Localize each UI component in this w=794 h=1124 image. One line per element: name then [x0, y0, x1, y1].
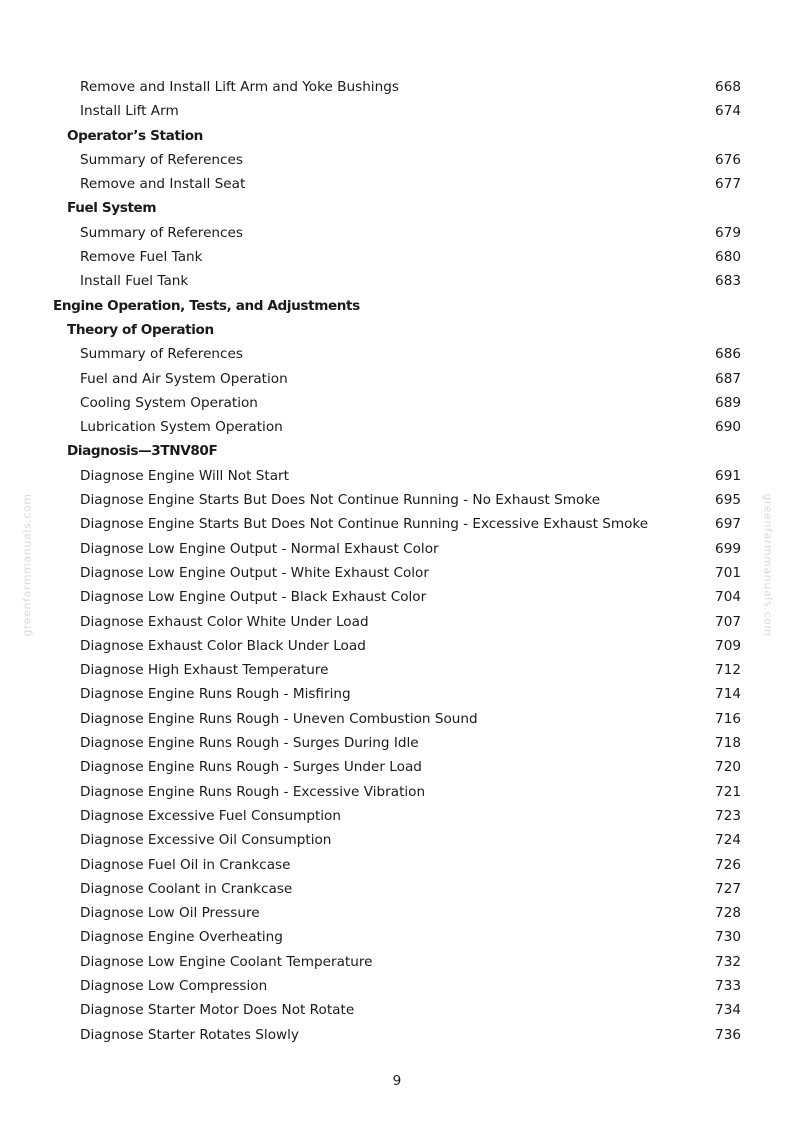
- toc-entry-page: 668: [715, 79, 741, 95]
- toc-entry[interactable]: [0, 853, 794, 877]
- toc-entry-title: Lubrication System Operation: [80, 419, 283, 436]
- toc-entry-title: Diagnose Engine Runs Rough - Uneven Combustion Sound: [80, 710, 478, 727]
- toc-entry-page: 679: [715, 224, 741, 241]
- toc-section-heading[interactable]: [0, 196, 794, 220]
- toc-entry-title: Diagnose High Exhaust Temperature: [80, 662, 329, 679]
- toc-entry[interactable]: [0, 464, 794, 488]
- toc-entry-page: 720: [715, 759, 741, 776]
- toc-entry-title: Install Lift Arm: [80, 103, 179, 120]
- toc-entry[interactable]: [0, 221, 794, 245]
- toc-entry-title: Diagnose Engine Runs Rough - Surges During Idle: [80, 735, 419, 752]
- toc-entry-page: 701: [715, 564, 741, 581]
- toc-entry-page: 716: [715, 710, 741, 727]
- toc-entry-title: Diagnose Excessive Oil Consumption: [80, 832, 332, 849]
- toc-entry-page: 730: [715, 929, 741, 946]
- toc-entry-page: 690: [715, 419, 741, 436]
- toc-entry-title: Summary of References: [80, 224, 243, 241]
- toc-entry[interactable]: [0, 75, 794, 99]
- toc-entry-title: Diagnose Starter Motor Does Not Rotate: [80, 1002, 355, 1019]
- toc-entry-title: Diagnose Engine Overheating: [80, 929, 283, 946]
- toc-entry-title: Operator’s Station: [67, 127, 203, 144]
- toc-entry-title: Install Fuel Tank: [80, 273, 189, 290]
- toc-section-heading[interactable]: [0, 294, 794, 318]
- toc-section-heading[interactable]: [0, 439, 794, 463]
- toc-entry[interactable]: [0, 561, 794, 585]
- toc-entry[interactable]: [0, 537, 794, 561]
- toc-entry-page: 724: [715, 832, 741, 849]
- toc-entry[interactable]: [0, 804, 794, 828]
- toc-entry-title: Diagnose Low Engine Output - Black Exhaust Color: [80, 589, 427, 606]
- toc-entry-title: Diagnose Engine Runs Rough - Misfiring: [80, 686, 351, 703]
- toc-entry-title: Diagnose Low Oil Pressure: [80, 905, 260, 922]
- toc-entry-page: 728: [715, 905, 741, 922]
- toc-entry[interactable]: [0, 780, 794, 804]
- toc-entry-title: Diagnose Low Engine Output - White Exhaust Color: [80, 564, 429, 581]
- toc-entry-page: 686: [715, 346, 741, 363]
- toc-entry-title: Diagnose Exhaust Color White Under Load: [80, 613, 369, 630]
- toc-entry-title: Cooling System Operation: [80, 394, 258, 411]
- toc-entry-page: 727: [715, 880, 741, 897]
- toc-entry-page: 732: [715, 953, 741, 970]
- toc-entry-page: 691: [715, 467, 741, 484]
- toc-section-heading[interactable]: [0, 318, 794, 342]
- toc-entry-page: 734: [715, 1002, 741, 1019]
- toc-entry[interactable]: [0, 512, 794, 536]
- toc-entry-title: Diagnose Engine Starts But Does Not Continue Running - Excessive Exhaust Smoke: [80, 516, 649, 533]
- toc-entry[interactable]: [0, 172, 794, 196]
- toc-entry[interactable]: [0, 99, 794, 123]
- toc-entry-page: 695: [715, 492, 741, 509]
- toc-entry[interactable]: [0, 488, 794, 512]
- toc-entry-page: 680: [715, 249, 741, 266]
- toc-entry[interactable]: [0, 950, 794, 974]
- toc-entry[interactable]: [0, 585, 794, 609]
- toc-entry-page: 674: [715, 103, 741, 120]
- toc-entry-page: 714: [715, 686, 741, 703]
- toc-entry[interactable]: [0, 269, 794, 293]
- toc-entry[interactable]: [0, 391, 794, 415]
- toc-entry[interactable]: [0, 634, 794, 658]
- toc-entry-page: 697: [715, 516, 741, 533]
- toc-entry-page: 718: [715, 735, 741, 752]
- toc-entry-page: 726: [715, 856, 741, 873]
- toc-entry[interactable]: [0, 1023, 794, 1047]
- toc-entry-title: Diagnose Engine Runs Rough - Excessive Vibration: [80, 783, 426, 800]
- toc-entry-title: Remove and Install Seat: [80, 176, 246, 193]
- toc-entry-title: Theory of Operation: [67, 321, 214, 338]
- toc-entry-page: 723: [715, 807, 741, 824]
- toc-entry-page: 699: [715, 540, 741, 557]
- toc-entry-page: 707: [715, 613, 741, 630]
- toc-entry[interactable]: [0, 682, 794, 706]
- toc-entry[interactable]: [0, 731, 794, 755]
- toc-entry-title: Diagnose Low Engine Output - Normal Exhaust Color: [80, 540, 439, 557]
- toc-entry-page: 712: [715, 662, 741, 679]
- toc-entry[interactable]: [0, 828, 794, 852]
- toc-entry[interactable]: [0, 755, 794, 779]
- toc-entry-title: Summary of References: [80, 151, 243, 168]
- toc-section-heading[interactable]: [0, 124, 794, 148]
- toc-entry-title: Remove and Install Lift Arm and Yoke Bushings: [80, 79, 399, 95]
- toc-entry[interactable]: [0, 658, 794, 682]
- toc-entry-page: 687: [715, 370, 741, 387]
- toc-entry-title: Diagnose Engine Will Not Start: [80, 467, 289, 484]
- toc-entry-page: 733: [715, 977, 741, 994]
- page-number: 9: [392, 1073, 402, 1089]
- toc-entry[interactable]: [0, 148, 794, 172]
- watermark-right: greenfarmmanuals.com: [761, 493, 775, 637]
- toc-entry-title: Engine Operation, Tests, and Adjustments: [53, 297, 360, 314]
- toc-entry-title: Diagnose Starter Rotates Slowly: [80, 1026, 299, 1043]
- toc-entry-title: Diagnose Fuel Oil in Crankcase: [80, 856, 291, 873]
- toc-entry-title: Diagnosis—3TNV80F: [67, 443, 218, 460]
- toc-entry-page: 736: [715, 1026, 741, 1043]
- toc-entry-title: Diagnose Exhaust Color Black Under Load: [80, 637, 366, 654]
- toc-entry-title: Remove Fuel Tank: [80, 249, 203, 266]
- toc-entry-title: Diagnose Low Engine Coolant Temperature: [80, 953, 373, 970]
- toc-entry-title: Fuel System: [67, 200, 157, 217]
- toc-entry[interactable]: [0, 901, 794, 925]
- toc-entry-page: 676: [715, 151, 741, 168]
- toc-entry[interactable]: [0, 998, 794, 1022]
- toc-entry[interactable]: [0, 415, 794, 439]
- toc-entry-title: Fuel and Air System Operation: [80, 370, 288, 387]
- toc-entry-title: Diagnose Low Compression: [80, 977, 268, 994]
- toc-entry[interactable]: [0, 342, 794, 366]
- toc-entry-title: Diagnose Coolant in Crankcase: [80, 880, 293, 897]
- toc-entry[interactable]: [0, 877, 794, 901]
- toc-entry-page: 709: [715, 637, 741, 654]
- toc-entry-title: Diagnose Engine Starts But Does Not Continue Running - No Exhaust Smoke: [80, 492, 601, 509]
- toc-entry-page: 704: [715, 589, 741, 606]
- toc-entry[interactable]: [0, 707, 794, 731]
- toc-entry-title: Summary of References: [80, 346, 243, 363]
- toc-entry-title: Diagnose Engine Runs Rough - Surges Under Load: [80, 759, 422, 776]
- toc-entry-page: 721: [715, 783, 741, 800]
- toc-entry[interactable]: [0, 974, 794, 998]
- toc-entry-page: 683: [715, 273, 741, 290]
- toc-entry-title: Diagnose Excessive Fuel Consumption: [80, 807, 341, 824]
- toc-entry[interactable]: [0, 367, 794, 391]
- toc-entry-page: 689: [715, 394, 741, 411]
- table-of-contents: [0, 75, 794, 1047]
- toc-entry-page: 677: [715, 176, 741, 193]
- toc-entry[interactable]: [0, 245, 794, 269]
- watermark-left: greenfarmmanuals.com: [20, 493, 34, 637]
- toc-entry[interactable]: [0, 925, 794, 949]
- toc-entry[interactable]: [0, 610, 794, 634]
